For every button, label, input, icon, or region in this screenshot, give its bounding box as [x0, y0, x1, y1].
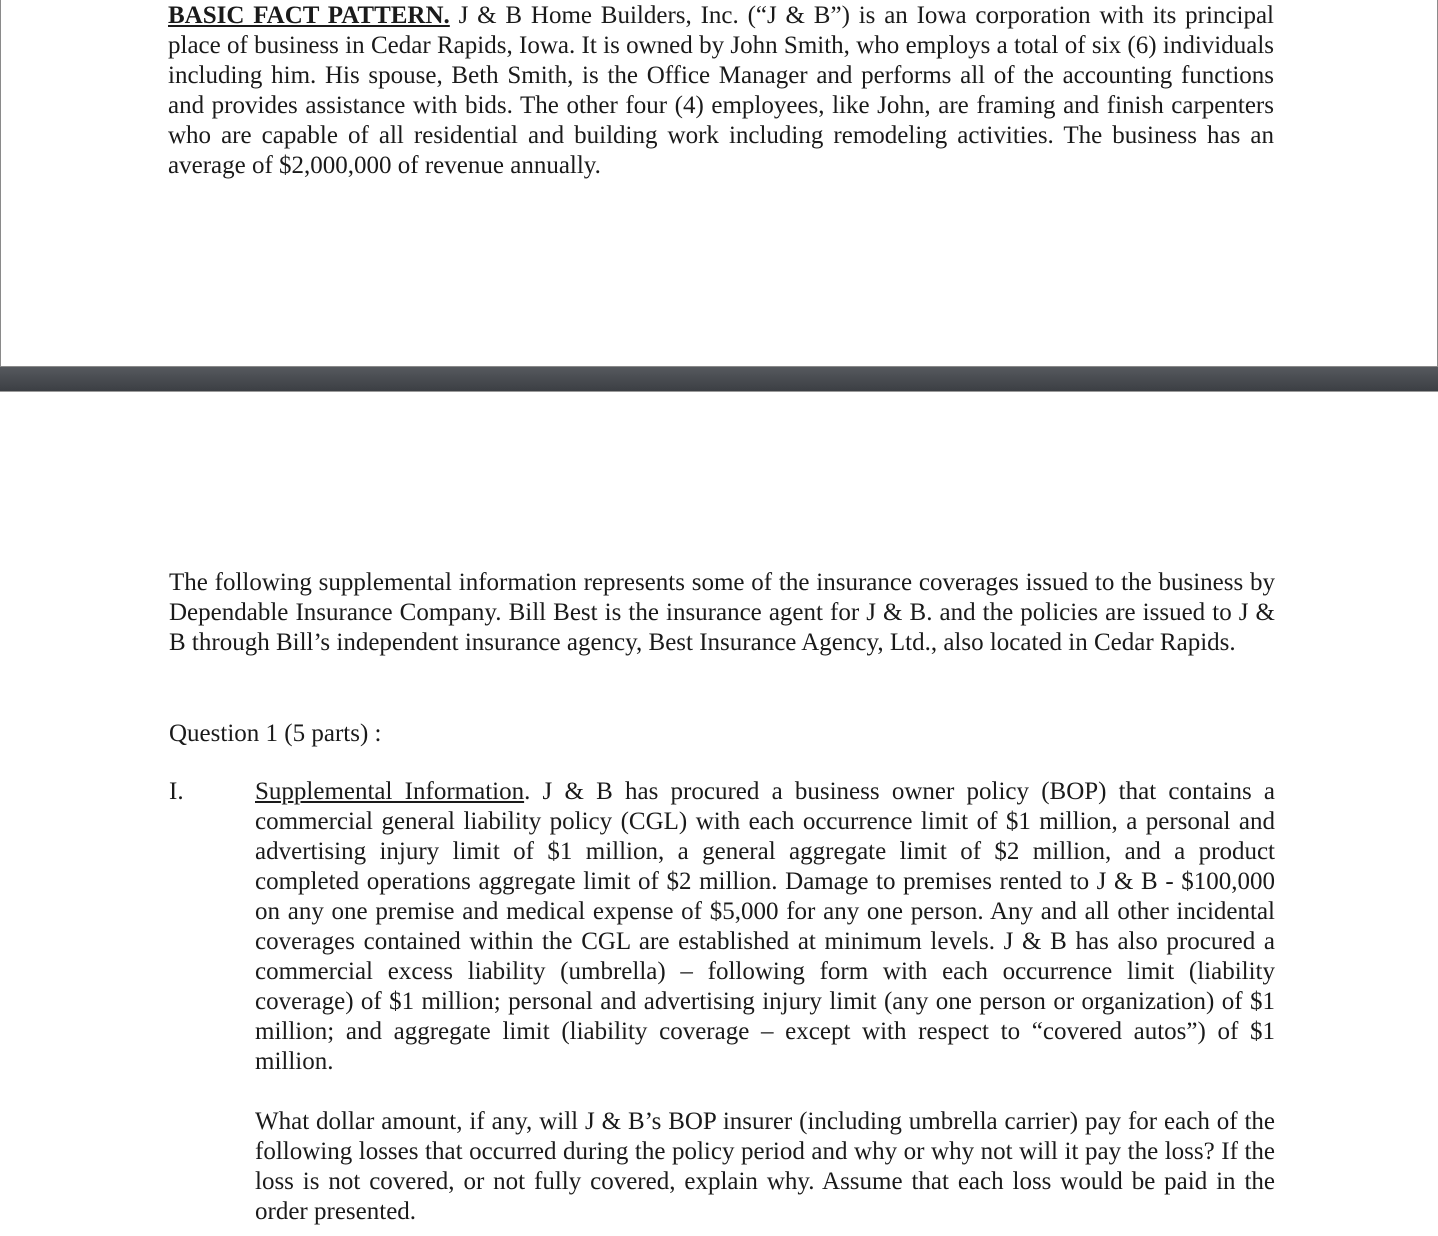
question-label: Question 1 (5 parts) :: [169, 720, 382, 747]
supplemental-information-paragraph: [255, 777, 1275, 1077]
document-page-2: [0, 391, 1438, 1236]
supplemental-intro-paragraph: The following supplemental information represents some of the insurance coverages issued to the business by Dependable Insurance Company. Bill Best is the insurance agent for J & B. and the policies are issued to J & B through Bill’s independent insurance agency, Best Insurance Agency, Ltd., also located in Cedar Rapids.: [169, 569, 1275, 656]
basic-fact-pattern-text: J & B Home Builders, Inc. (“J & B”) is an Iowa corporation with its principal place of business in Cedar Rapids, Iowa. It is owned by John Smith, who employs a total of six (6) individuals including him. His spouse, Beth Smith, is the Office Manager and performs all of the accounting functions and provides assistance with bids. The other four (4) employees, like John, are framing and finish carpenters who are capable of all residential and building work including remodeling activities. The business has an average of $2,000,000 of revenue annually.: [168, 2, 1274, 179]
supplemental-information-heading: Supplemental Information: [255, 778, 525, 805]
document-page-1: [0, 0, 1438, 367]
supplemental-information-text: . J & B has procured a business owner policy (BOP) that contains a commercial general liability policy (CGL) with each occurrence limit of $1 million, a personal and advertising injury limit of $1 million, a general aggregate limit of $2 million, and a product completed operations aggregate limit of $2 million. Damage to premises rented to J & B - $100,000 on any one premise and medical expense of $5,000 for any one person. Any and all other incidental coverages contained within the CGL are established at minimum levels. J & B has also procured a commercial excess liability (umbrella) – following form with each occurrence limit (liability coverage) of $1 million; personal and advertising injury limit (any one person or organization) of $1 million; and aggregate limit (liability coverage – except with respect to “covered autos”) of $1 million.: [255, 778, 1275, 1075]
basic-fact-pattern-heading: BASIC FACT PATTERN.: [168, 2, 450, 29]
item-marker: I.: [169, 778, 184, 805]
item-question-paragraph: What dollar amount, if any, will J & B’s BOP insurer (including umbrella carrier) pay for each of the following losses that occurred during the policy period and why or why not will it pay the loss? If the loss is not covered, or not fully covered, explain why. Assume that each loss would be paid in the order presented.: [255, 1108, 1275, 1225]
page-separator: [0, 367, 1438, 391]
basic-fact-pattern-paragraph: [168, 1, 1274, 181]
